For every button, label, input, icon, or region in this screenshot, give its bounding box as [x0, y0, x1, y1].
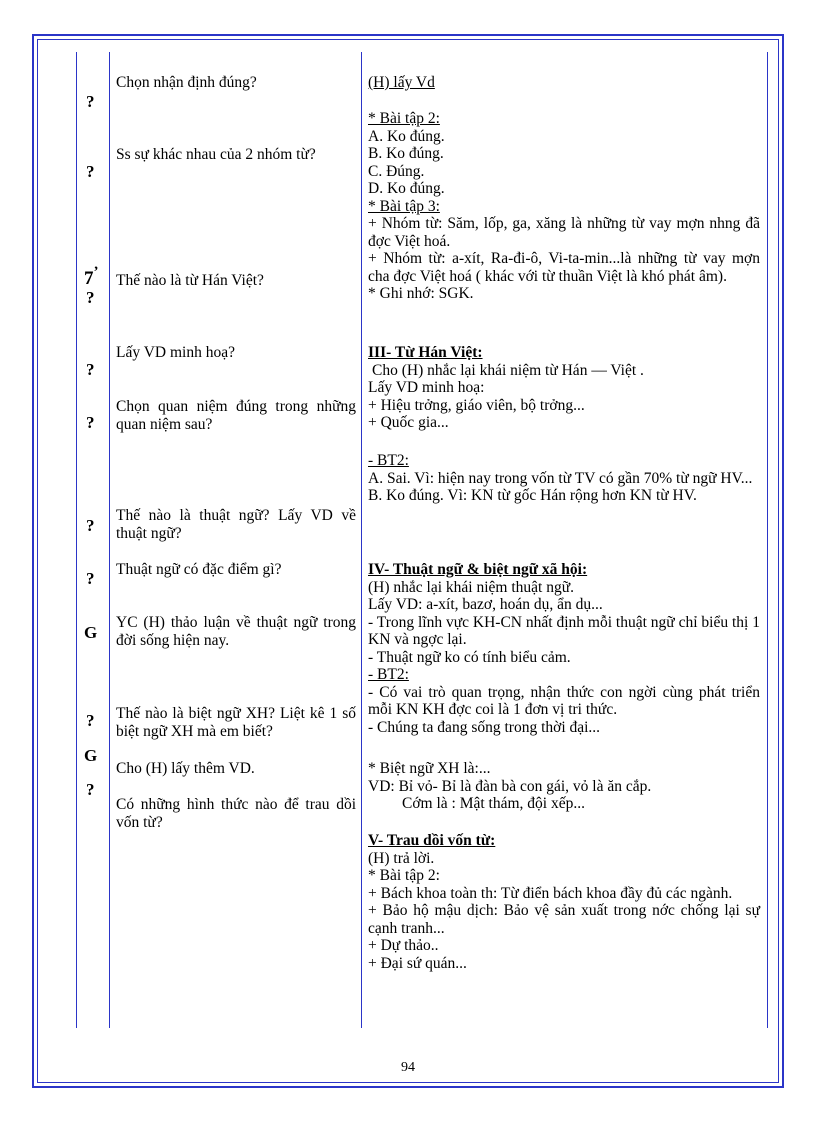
- question-marker: ?: [86, 288, 95, 307]
- text-line: * Biệt ngữ XH là:...: [368, 760, 491, 777]
- section-3-exercise: [368, 452, 760, 505]
- exercise-title: * Bài tập 2:: [368, 110, 440, 127]
- text-line: VD: Bỉ vỏ- Bỉ là đàn bà con gái, vỏ là ăn cắp.: [368, 777, 652, 795]
- section-5-block: [368, 832, 760, 972]
- table-line-left: [76, 52, 77, 1028]
- text-line: Cho (H) nhắc lại khái niệm từ Hán — Việt .: [372, 361, 644, 379]
- text-line: Cớm là : Mật thám, đội xếp...: [402, 795, 585, 812]
- question-text: Lấy VD minh hoạ?: [116, 344, 235, 361]
- table-line-col2: [361, 52, 362, 1028]
- question-text: Thế nào là từ Hán Việt?: [116, 272, 264, 289]
- question-text: Có những hình thức nào để trau dồi vốn từ?: [116, 796, 356, 831]
- question-text: Chọn quan niệm đúng trong những quan niệm sau?: [116, 398, 356, 433]
- exercise-answer: A. Sai. Vì: hiện nay trong vốn từ TV có gần 70% từ ngữ HV...: [368, 469, 753, 487]
- exercise-title: * Bài tập 3:: [368, 197, 440, 215]
- question-text: YC (H) thảo luận về thuật ngữ trong đời sống hiện nay.: [116, 614, 356, 649]
- exercise-answer: + Nhóm từ: Săm, lốp, ga, xăng là những từ vay mợn nhng đã đợc Việt hoá.: [368, 215, 760, 250]
- table-line-right: [767, 52, 768, 1028]
- group-marker: G: [84, 623, 98, 642]
- exercise-2-block: [368, 110, 760, 303]
- question-text: Chọn nhận định đúng?: [116, 74, 257, 91]
- page-number: 94: [401, 1060, 415, 1075]
- question-marker: ?: [86, 780, 95, 799]
- question-text: Cho (H) lấy thêm VD.: [116, 760, 255, 777]
- text-line: Lấy VD: a-xít, bazơ, hoán dụ, ẩn dụ...: [368, 596, 603, 613]
- time-marker: 7’: [84, 264, 99, 289]
- text-line: + Quốc gia...: [368, 414, 449, 431]
- question-marker: ?: [86, 711, 95, 730]
- text-line: + Hiệu trởng, giáo viên, bộ trởng...: [368, 396, 585, 414]
- note-line: * Ghi nhớ: SGK.: [368, 285, 474, 302]
- question-marker: ?: [86, 162, 95, 181]
- social-jargon-block: [368, 760, 760, 813]
- text-line: * Bài tập 2:: [368, 867, 440, 884]
- exercise-answer: B. Ko đúng.: [368, 145, 444, 162]
- exercise-answer: C. Đúng.: [368, 162, 425, 180]
- section-title: III- Từ Hán Việt:: [368, 344, 483, 361]
- text-line: (H) nhắc lại khái niệm thuật ngữ.: [368, 578, 574, 596]
- section-title: V- Trau dồi vốn từ:: [368, 832, 496, 849]
- exercise-answer: B. Ko đúng. Vì: KN từ gốc Hán rộng hơn KN từ HV.: [368, 487, 697, 504]
- question-text: Ss sự khác nhau của 2 nhóm từ?: [116, 146, 316, 163]
- section-title: IV- Thuật ngữ & biệt ngữ xã hội:: [368, 561, 588, 578]
- exercise-answer: D. Ko đúng.: [368, 180, 445, 197]
- question-text: Thế nào là thuật ngữ? Lấy VD về thuật ngữ?: [116, 507, 356, 542]
- text-line: + Bảo hộ mậu dịch: Bảo vệ sản xuất trong nớc chống lại sự cạnh tranh...: [368, 902, 760, 937]
- question-marker: ?: [86, 360, 95, 379]
- question-text: Thế nào là biệt ngữ XH? Liệt kê 1 số biệt ngữ XH mà em biết?: [116, 705, 356, 740]
- answer-line: (H) lấy Vd: [368, 74, 435, 91]
- exercise-answer: A. Ko đúng.: [368, 127, 445, 145]
- text-line: + Dự thảo..: [368, 937, 439, 954]
- question-marker: ?: [86, 92, 95, 111]
- question-marker: ?: [86, 413, 95, 432]
- text-line: - Trong lĩnh vực KH-CN nhất định mỗi thuật ngữ chỉ biểu thị 1 KN và ngợc lại.: [368, 613, 760, 648]
- group-marker: G: [84, 746, 98, 765]
- section-4-block: [368, 561, 760, 736]
- text-line: - Chúng ta đang sống trong thời đại...: [368, 718, 601, 736]
- question-text: Thuật ngữ có đặc điểm gì?: [116, 561, 282, 578]
- question-marker: ?: [86, 569, 95, 588]
- table-line-col1: [109, 52, 110, 1028]
- text-line: Lấy VD minh hoạ:: [368, 379, 485, 396]
- text-line: + Đại sứ quán...: [368, 954, 467, 972]
- exercise-title: - BT2:: [368, 666, 409, 683]
- text-line: - Có vai trò quan trọng, nhận thức con ngời cùng phát triển mỗi KN KH đợc coi là 1 đơn vị tri thức.: [368, 683, 760, 718]
- section-3-block: [368, 344, 760, 432]
- exercise-title: - BT2:: [368, 452, 409, 469]
- exercise-answer: + Nhóm từ: a-xít, Ra-đi-ô, Vi-ta-min...là những từ vay mợn cha đợc Việt hoá ( khác với từ thuần Việt là khó phát âm).: [368, 250, 760, 285]
- text-line: + Bách khoa toàn th: Từ điển bách khoa đầy đủ các ngành.: [368, 884, 733, 902]
- question-marker: ?: [86, 516, 95, 535]
- text-line: (H) trả lời.: [368, 849, 435, 867]
- text-line: - Thuật ngữ ko có tính biểu cảm.: [368, 648, 571, 666]
